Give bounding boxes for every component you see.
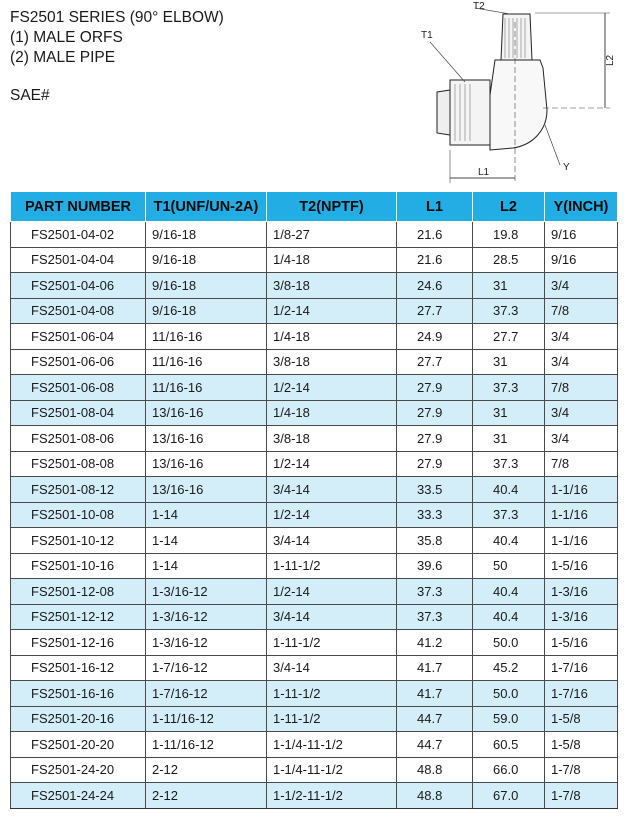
t1-cell: 13/16-16	[146, 451, 267, 477]
y-label: Y	[563, 162, 570, 173]
l2-cell: 45.2	[473, 655, 545, 681]
table-row	[11, 349, 618, 375]
y-cell: 1-7/16	[545, 681, 618, 707]
t2-cell: 1/4-18	[267, 324, 397, 350]
l2-cell: 37.3	[473, 375, 545, 401]
y-cell: 7/8	[545, 298, 618, 324]
l2-cell: 31	[473, 273, 545, 299]
t1-label: T1	[421, 30, 433, 41]
t2-cell: 1-11-1/2	[267, 681, 397, 707]
col-t1: T1(UNF/UN-2A)	[146, 192, 267, 222]
table-row	[11, 757, 618, 783]
standard-label: SAE#	[10, 87, 50, 104]
t2-cell: 3/4-14	[267, 477, 397, 503]
t2-cell: 3/8-18	[267, 273, 397, 299]
end-type-1: (1) MALE ORFS	[10, 29, 123, 46]
t1-cell: 9/16-18	[146, 222, 267, 248]
t1-cell: 2-12	[146, 783, 267, 809]
t2-cell: 3/8-18	[267, 349, 397, 375]
l1-cell: 24.6	[397, 273, 473, 299]
l1-label: L1	[478, 167, 490, 178]
table-row	[11, 604, 618, 630]
l2-cell: 40.4	[473, 477, 545, 503]
y-cell: 1-5/16	[545, 553, 618, 579]
y-cell: 1-7/16	[545, 655, 618, 681]
part-number-cell: FS2501-20-16	[11, 706, 146, 732]
part-number-cell: FS2501-16-16	[11, 681, 146, 707]
y-cell: 1-1/16	[545, 528, 618, 554]
t1-cell: 1-14	[146, 502, 267, 528]
table-row	[11, 375, 618, 401]
col-y: Y(INCH)	[545, 192, 618, 222]
l2-cell: 31	[473, 400, 545, 426]
table-row	[11, 732, 618, 758]
t1-cell: 9/16-18	[146, 273, 267, 299]
table-body	[11, 222, 618, 809]
l2-cell: 59.0	[473, 706, 545, 732]
y-cell: 1-7/8	[545, 757, 618, 783]
part-number-cell: FS2501-04-06	[11, 273, 146, 299]
y-cell: 7/8	[545, 375, 618, 401]
t1-leader	[430, 42, 465, 82]
y-cell: 3/4	[545, 349, 618, 375]
l2-cell: 60.5	[473, 732, 545, 758]
l2-cell: 37.3	[473, 298, 545, 324]
pipe-thread-end	[501, 14, 532, 60]
l1-cell: 27.9	[397, 426, 473, 452]
t2-cell: 1/4-18	[267, 247, 397, 273]
table-row	[11, 451, 618, 477]
l1-cell: 37.3	[397, 579, 473, 605]
l2-cell: 50.0	[473, 681, 545, 707]
end-type-2: (2) MALE PIPE	[10, 49, 116, 66]
part-number-cell: FS2501-06-08	[11, 375, 146, 401]
spec-table	[10, 191, 618, 809]
l2-cell: 50.0	[473, 630, 545, 656]
t1-cell: 2-12	[146, 757, 267, 783]
l2-cell: 67.0	[473, 783, 545, 809]
part-number-cell: FS2501-16-12	[11, 655, 146, 681]
part-number-cell: FS2501-08-06	[11, 426, 146, 452]
l1-cell: 27.7	[397, 349, 473, 375]
l2-cell: 27.7	[473, 324, 545, 350]
l2-cell: 37.3	[473, 502, 545, 528]
t1-cell: 1-14	[146, 528, 267, 554]
t1-cell: 9/16-18	[146, 247, 267, 273]
y-cell: 1-5/8	[545, 706, 618, 732]
table-row	[11, 783, 618, 809]
y-cell: 1-5/8	[545, 732, 618, 758]
l1-cell: 27.9	[397, 451, 473, 477]
table-row	[11, 553, 618, 579]
t2-cell: 1-11-1/2	[267, 630, 397, 656]
y-cell: 9/16	[545, 222, 618, 248]
l2-cell: 31	[473, 349, 545, 375]
l2-cell: 40.4	[473, 579, 545, 605]
l2-cell: 40.4	[473, 528, 545, 554]
part-number-cell: FS2501-08-12	[11, 477, 146, 503]
part-number-cell: FS2501-08-08	[11, 451, 146, 477]
l1-cell: 33.5	[397, 477, 473, 503]
part-number-cell: FS2501-04-02	[11, 222, 146, 248]
part-number-cell: FS2501-12-16	[11, 630, 146, 656]
y-cell: 3/4	[545, 400, 618, 426]
y-cell: 1-1/16	[545, 502, 618, 528]
t1-cell: 13/16-16	[146, 426, 267, 452]
l2-cell: 31	[473, 426, 545, 452]
l1-cell: 35.8	[397, 528, 473, 554]
l1-cell: 27.9	[397, 400, 473, 426]
table-row	[11, 324, 618, 350]
t2-cell: 1-1/4-11-1/2	[267, 732, 397, 758]
l1-cell: 48.8	[397, 783, 473, 809]
l1-cell: 33.3	[397, 502, 473, 528]
y-leader	[545, 125, 560, 165]
t1-cell: 1-11/16-12	[146, 732, 267, 758]
title-block	[10, 8, 224, 106]
t2-cell: 1/8-27	[267, 222, 397, 248]
l1-cell: 48.8	[397, 757, 473, 783]
table-row	[11, 502, 618, 528]
t1-cell: 9/16-18	[146, 298, 267, 324]
l1-cell: 41.2	[397, 630, 473, 656]
y-cell: 1-3/16	[545, 579, 618, 605]
t2-cell: 1/2-14	[267, 375, 397, 401]
t1-cell: 1-3/16-12	[146, 604, 267, 630]
t1-cell: 1-7/16-12	[146, 655, 267, 681]
y-cell: 1-3/16	[545, 604, 618, 630]
t2-cell: 1-11-1/2	[267, 553, 397, 579]
t1-cell: 11/16-16	[146, 349, 267, 375]
t2-cell: 3/4-14	[267, 655, 397, 681]
l1-cell: 37.3	[397, 604, 473, 630]
l1-cell: 21.6	[397, 222, 473, 248]
part-number-cell: FS2501-24-24	[11, 783, 146, 809]
part-number-cell: FS2501-04-08	[11, 298, 146, 324]
t1-cell: 1-14	[146, 553, 267, 579]
table-row	[11, 247, 618, 273]
t1-cell: 1-7/16-12	[146, 681, 267, 707]
part-number-cell: FS2501-12-08	[11, 579, 146, 605]
part-number-cell: FS2501-12-12	[11, 604, 146, 630]
t1-cell: 13/16-16	[146, 400, 267, 426]
table-row	[11, 222, 618, 248]
l2-cell: 50	[473, 553, 545, 579]
orfs-face	[437, 90, 450, 135]
y-cell: 1-5/16	[545, 630, 618, 656]
l1-cell: 39.6	[397, 553, 473, 579]
t1-cell: 1-3/16-12	[146, 579, 267, 605]
part-number-cell: FS2501-10-16	[11, 553, 146, 579]
l2-cell: 28.5	[473, 247, 545, 273]
l2-cell: 40.4	[473, 604, 545, 630]
part-number-cell: FS2501-10-08	[11, 502, 146, 528]
t2-cell: 3/4-14	[267, 528, 397, 554]
part-number-cell: FS2501-06-04	[11, 324, 146, 350]
l1-cell: 44.7	[397, 732, 473, 758]
y-cell: 3/4	[545, 273, 618, 299]
part-number-cell: FS2501-20-20	[11, 732, 146, 758]
elbow-fitting-drawing	[395, 0, 625, 185]
t2-cell: 1-1/2-11-1/2	[267, 783, 397, 809]
part-number-cell: FS2501-24-20	[11, 757, 146, 783]
table-header-row	[11, 192, 618, 222]
part-number-cell: FS2501-08-04	[11, 400, 146, 426]
l1-cell: 21.6	[397, 247, 473, 273]
t2-cell: 1/4-18	[267, 400, 397, 426]
y-cell: 3/4	[545, 426, 618, 452]
t2-cell: 1-1/4-11-1/2	[267, 757, 397, 783]
t2-cell: 3/4-14	[267, 604, 397, 630]
l1-cell: 27.7	[397, 298, 473, 324]
col-l2: L2	[473, 192, 545, 222]
l1-cell: 27.9	[397, 375, 473, 401]
l1-cell: 24.9	[397, 324, 473, 350]
t2-cell: 1-11-1/2	[267, 706, 397, 732]
l1-cell: 44.7	[397, 706, 473, 732]
part-number-cell: FS2501-10-12	[11, 528, 146, 554]
table-row	[11, 528, 618, 554]
l2-cell: 66.0	[473, 757, 545, 783]
series-title: FS2501 SERIES (90° ELBOW)	[10, 9, 224, 26]
t2-cell: 1/2-14	[267, 579, 397, 605]
l2-cell: 19.8	[473, 222, 545, 248]
t1-cell: 11/16-16	[146, 324, 267, 350]
table-row	[11, 477, 618, 503]
t1-cell: 1-11/16-12	[146, 706, 267, 732]
table-row	[11, 579, 618, 605]
t2-cell: 1/2-14	[267, 502, 397, 528]
table-row	[11, 400, 618, 426]
l1-cell: 41.7	[397, 655, 473, 681]
y-cell: 3/4	[545, 324, 618, 350]
y-cell: 9/16	[545, 247, 618, 273]
part-number-cell: FS2501-04-04	[11, 247, 146, 273]
y-cell: 1-1/16	[545, 477, 618, 503]
t1-cell: 1-3/16-12	[146, 630, 267, 656]
col-t2: T2(NPTF)	[267, 192, 397, 222]
table-row	[11, 273, 618, 299]
table-row	[11, 681, 618, 707]
t1-cell: 11/16-16	[146, 375, 267, 401]
col-l1: L1	[397, 192, 473, 222]
table-row	[11, 706, 618, 732]
part-number-cell: FS2501-06-06	[11, 349, 146, 375]
l1-cell: 41.7	[397, 681, 473, 707]
table-row	[11, 630, 618, 656]
table-row	[11, 655, 618, 681]
col-part-number: PART NUMBER	[11, 192, 146, 222]
y-cell: 7/8	[545, 451, 618, 477]
t2-cell: 3/8-18	[267, 426, 397, 452]
l2-cell: 37.3	[473, 451, 545, 477]
t2-cell: 1/2-14	[267, 298, 397, 324]
t2-cell: 1/2-14	[267, 451, 397, 477]
elbow-body	[490, 60, 547, 150]
table-row	[11, 426, 618, 452]
l2-label: L2	[605, 54, 616, 66]
y-cell: 1-7/8	[545, 783, 618, 809]
t1-cell: 13/16-16	[146, 477, 267, 503]
table-row	[11, 298, 618, 324]
t2-label: T2	[473, 1, 485, 12]
